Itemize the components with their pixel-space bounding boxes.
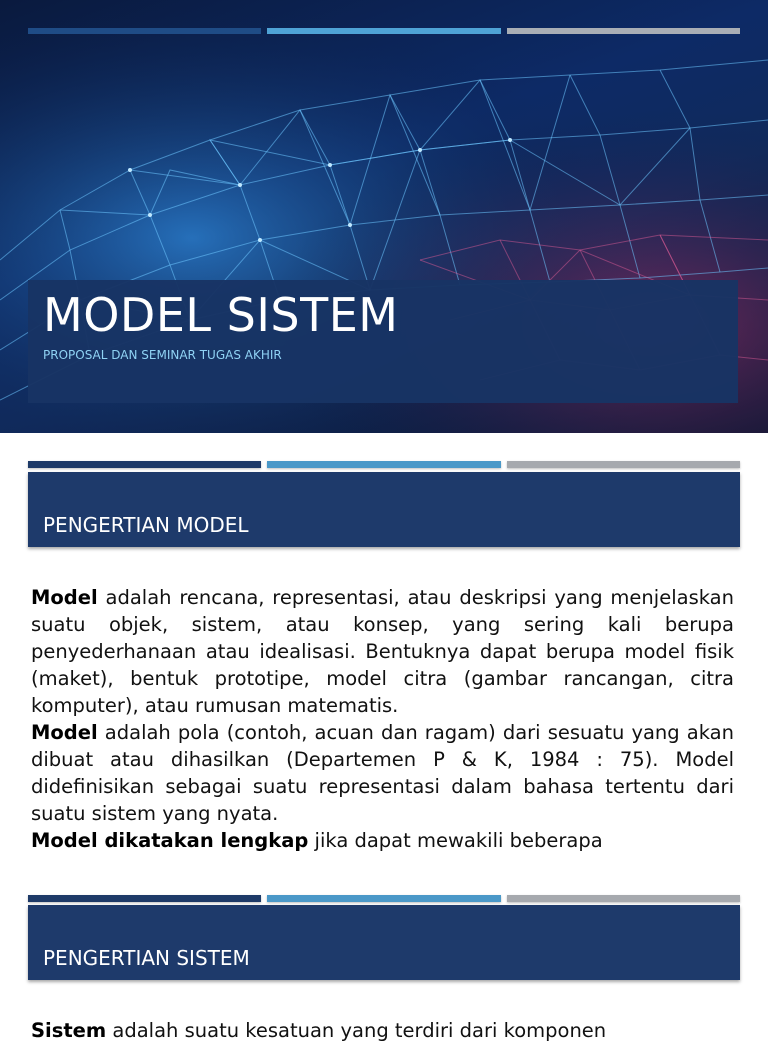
slide-subtitle: PROPOSAL DAN SEMINAR TUGAS AKHIR bbox=[43, 348, 282, 362]
paragraph-text: adalah rencana, representasi, atau deskripsi yang menjelaskan suatu objek, sistem, atau konsep, yang sering kali berupa penyederhanaan atau idealisasi. Bentuknya dapat berupa model fisik (maket), bentuk prototipe, model citra (gambar rancangan, citra komputer), atau rumusan matematis. bbox=[31, 586, 734, 717]
accent-bar-gray bbox=[507, 895, 740, 902]
section-header bbox=[28, 905, 740, 980]
paragraph bbox=[31, 584, 734, 719]
content-slide-sistem bbox=[0, 865, 768, 1042]
accent-bar-light bbox=[267, 461, 500, 468]
paragraph bbox=[31, 827, 734, 854]
accent-bar-dark bbox=[28, 461, 261, 468]
content-slide-model bbox=[0, 433, 768, 865]
accent-bar-gray bbox=[507, 461, 740, 468]
accent-bars bbox=[28, 461, 740, 468]
title-box bbox=[28, 280, 738, 403]
slide-title: MODEL SISTEM bbox=[43, 288, 399, 342]
bold-term: Model bbox=[31, 586, 98, 609]
bold-term: Model dikatakan lengkap bbox=[31, 829, 309, 852]
title-slide bbox=[0, 0, 768, 433]
accent-bar-light bbox=[267, 895, 500, 902]
paragraph bbox=[31, 719, 734, 827]
bold-term: Sistem bbox=[31, 1019, 107, 1042]
section-heading: PENGERTIAN SISTEM bbox=[43, 946, 250, 970]
body-text bbox=[31, 1017, 734, 1044]
bold-term: Model bbox=[31, 721, 98, 744]
accent-bars bbox=[28, 28, 740, 34]
accent-bars bbox=[28, 895, 740, 902]
paragraph bbox=[31, 1017, 734, 1044]
paragraph-text: adalah pola (contoh, acuan dan ragam) dari sesuatu yang akan dibuat atau dihasilkan (Departemen P & K, 1984 : 75). Model didefinisikan sebagai suatu representasi dalam bahasa tertentu dari suatu sistem yang nyata. bbox=[31, 721, 734, 825]
accent-bar-gray bbox=[507, 28, 740, 34]
section-heading: PENGERTIAN MODEL bbox=[43, 513, 249, 537]
paragraph-text: adalah suatu kesatuan yang terdiri dari komponen bbox=[106, 1019, 607, 1042]
paragraph-text: jika dapat mewakili beberapa bbox=[308, 829, 603, 852]
section-header bbox=[28, 472, 740, 547]
accent-bar-light bbox=[267, 28, 500, 34]
accent-bar-dark bbox=[28, 895, 261, 902]
accent-bar-dark bbox=[28, 28, 261, 34]
body-text bbox=[31, 584, 734, 854]
